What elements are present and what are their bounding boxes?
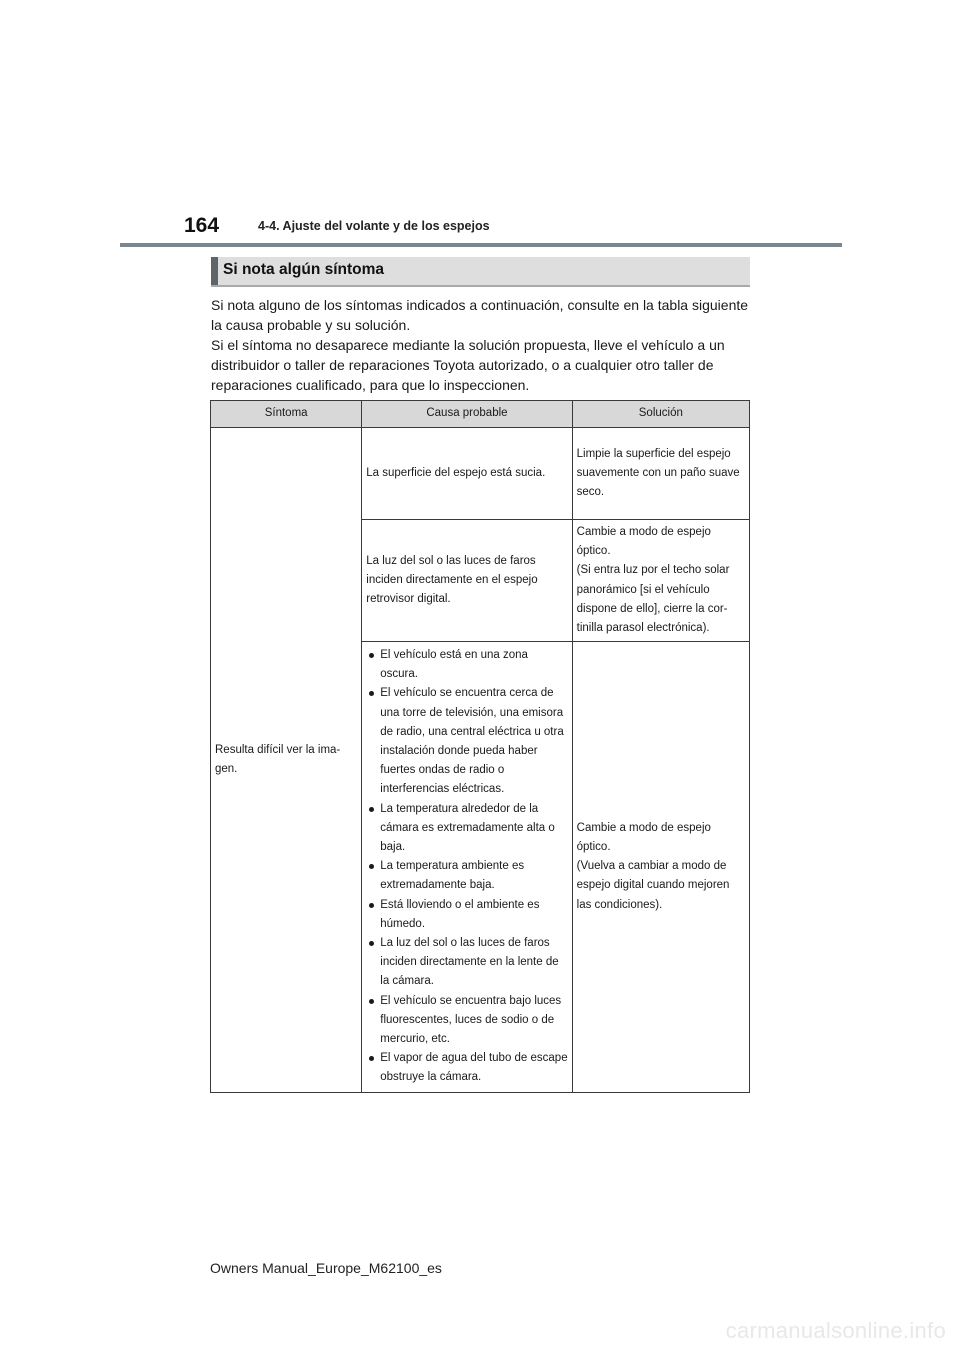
table-row xyxy=(211,428,750,520)
header-divider xyxy=(120,243,842,247)
cause-cell: La superficie del espejo está sucia. xyxy=(362,428,572,520)
list-item: Está lloviendo o el ambiente es húmedo. xyxy=(366,896,567,934)
list-item: El vehículo se encuentra bajo luces fluorescentes, luces de sodio o de mercurio, etc. xyxy=(366,992,567,1050)
symptom-cell: Resulta difícil ver la ima-gen. xyxy=(211,428,362,1093)
cause-list-cell xyxy=(362,642,572,1093)
heading-marker xyxy=(211,257,218,285)
intro-paragraph-2: Si el síntoma no desaparece mediante la solución propuesta, lleve el vehículo a un distribuidor o taller de reparaciones Toyota autorizado, o a cualquier otro taller de reparaciones cualificado, para que lo inspeccionen. xyxy=(211,337,725,393)
watermark: carmanualsonline.info xyxy=(725,1318,946,1343)
section-heading-text: Si nota algún síntoma xyxy=(223,261,385,278)
column-header-cause: Causa probable xyxy=(362,401,572,428)
section-title: 4-4. Ajuste del volante y de los espejos xyxy=(258,219,490,233)
symptom-table xyxy=(210,400,750,1093)
list-item: La temperatura alrededor de la cámara es extremadamente alta o baja. xyxy=(366,800,567,858)
cause-cell: La luz del sol o las luces de faros inciden directamente en el espejo retrovisor digital. xyxy=(362,520,572,642)
list-item: El vehículo se encuentra cerca de una torre de televisión, una emisora de radio, una central eléctrica u otra instalación donde pueda haber fuertes ondas de radio o interferencias eléctricas. xyxy=(366,684,567,799)
list-item: La temperatura ambiente es extremadamente baja. xyxy=(366,857,567,895)
solution-cell: Limpie la superficie del espejo suavemente con un paño suave seco. xyxy=(572,428,749,520)
list-item: El vapor de agua del tubo de escape obstruye la cámara. xyxy=(366,1049,567,1087)
solution-note: (Si entra luz por el techo solar panorámico [si el vehículo dispone de ello], cierre la cor-tinilla parasol electrónica). xyxy=(576,564,730,634)
intro-paragraph-1: Si nota alguno de los síntomas indicados a continuación, consulte en la tabla siguiente la causa probable y su solución. xyxy=(211,297,749,333)
list-item: El vehículo está en una zona oscura. xyxy=(366,646,567,684)
solution-cell xyxy=(572,642,749,1093)
solution-cell xyxy=(572,520,749,642)
page-number: 164 xyxy=(184,214,220,237)
footer-manual-id: Owners Manual_Europe_M62100_es xyxy=(210,1260,442,1276)
solution-note: (Vuelva a cambiar a modo de espejo digital cuando mejoren las condiciones). xyxy=(576,860,730,911)
cause-list xyxy=(366,642,567,1092)
list-item: La luz del sol o las luces de faros inciden directamente en la lente de la cámara. xyxy=(366,934,567,992)
section-heading xyxy=(211,257,750,287)
solution-text: Cambie a modo de espejo óptico. xyxy=(576,525,711,558)
column-header-solution: Solución xyxy=(572,401,749,428)
solution-text: Cambie a modo de espejo óptico. xyxy=(576,821,711,854)
column-header-symptom: Síntoma xyxy=(211,401,362,428)
table-header-row xyxy=(211,401,750,428)
